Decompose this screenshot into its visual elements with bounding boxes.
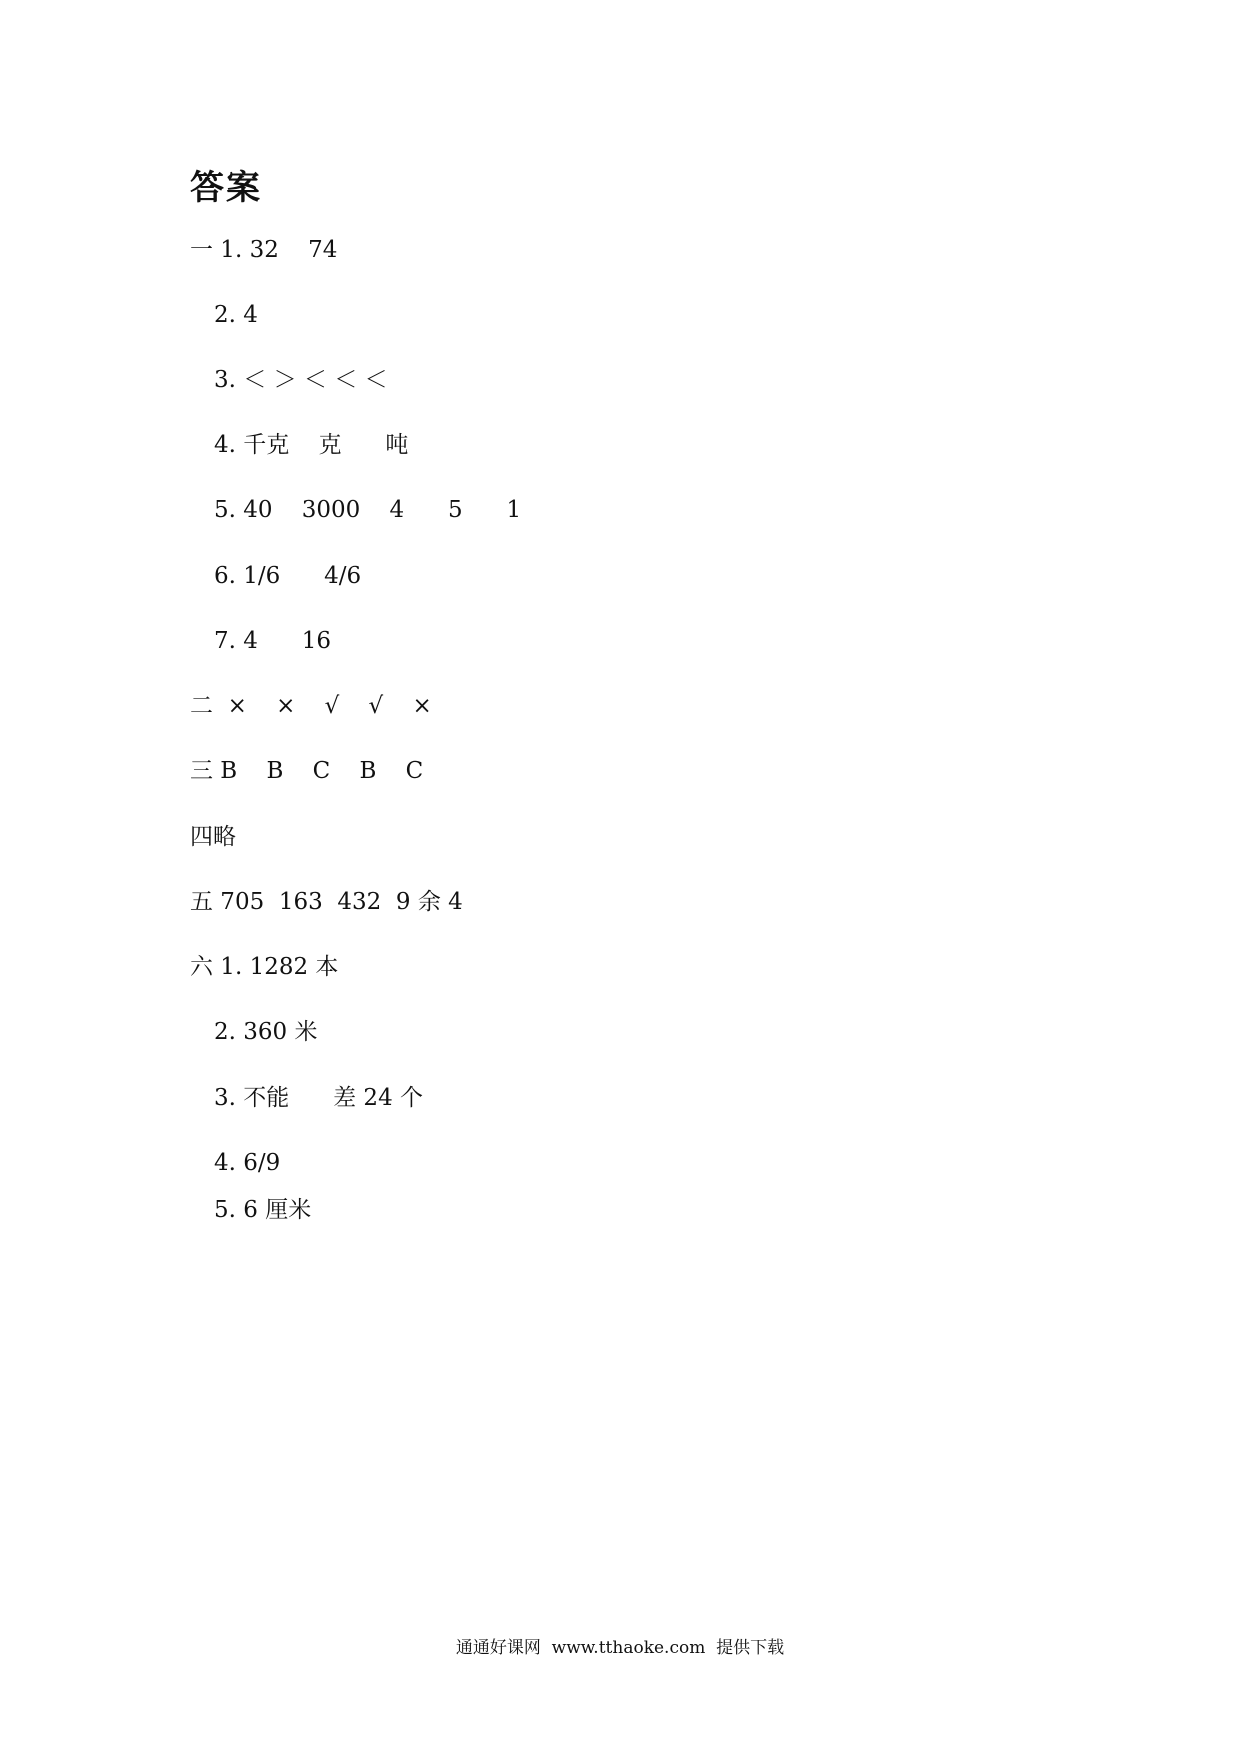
answer-line: 5. 6 厘米 xyxy=(214,1197,312,1223)
answer-line: 2. 360 米 xyxy=(214,1019,318,1045)
answer-line: 5. 40 3000 4 5 1 xyxy=(214,497,522,523)
answer-line: 2. 4 xyxy=(214,302,258,328)
answer-line: 4. 6/9 xyxy=(214,1150,281,1176)
answer-line: 4. 千克 克 吨 xyxy=(214,432,409,458)
answer-line: 6. 1/6 4/6 xyxy=(214,563,362,589)
footer-source: 通通好课网 www.tthaoke.com 提供下载 xyxy=(455,1638,785,1658)
answer-line: 7. 4 16 xyxy=(214,628,332,654)
answer-line: 二 × × √ √ × xyxy=(190,693,432,719)
answer-line: 五 705 163 432 9 余 4 xyxy=(190,889,463,915)
answer-line: 3. ＜ ＞ ＜ ＜ ＜ xyxy=(214,367,388,393)
answer-line: 三 B B C B C xyxy=(190,758,424,784)
answer-line: 六 1. 1282 本 xyxy=(190,954,339,980)
answer-line: 四略 xyxy=(190,824,236,850)
page-title: 答案 xyxy=(190,168,262,208)
answer-line: 3. 不能 差 24 个 xyxy=(214,1085,424,1111)
answer-line: 一 1. 32 74 xyxy=(190,237,338,263)
